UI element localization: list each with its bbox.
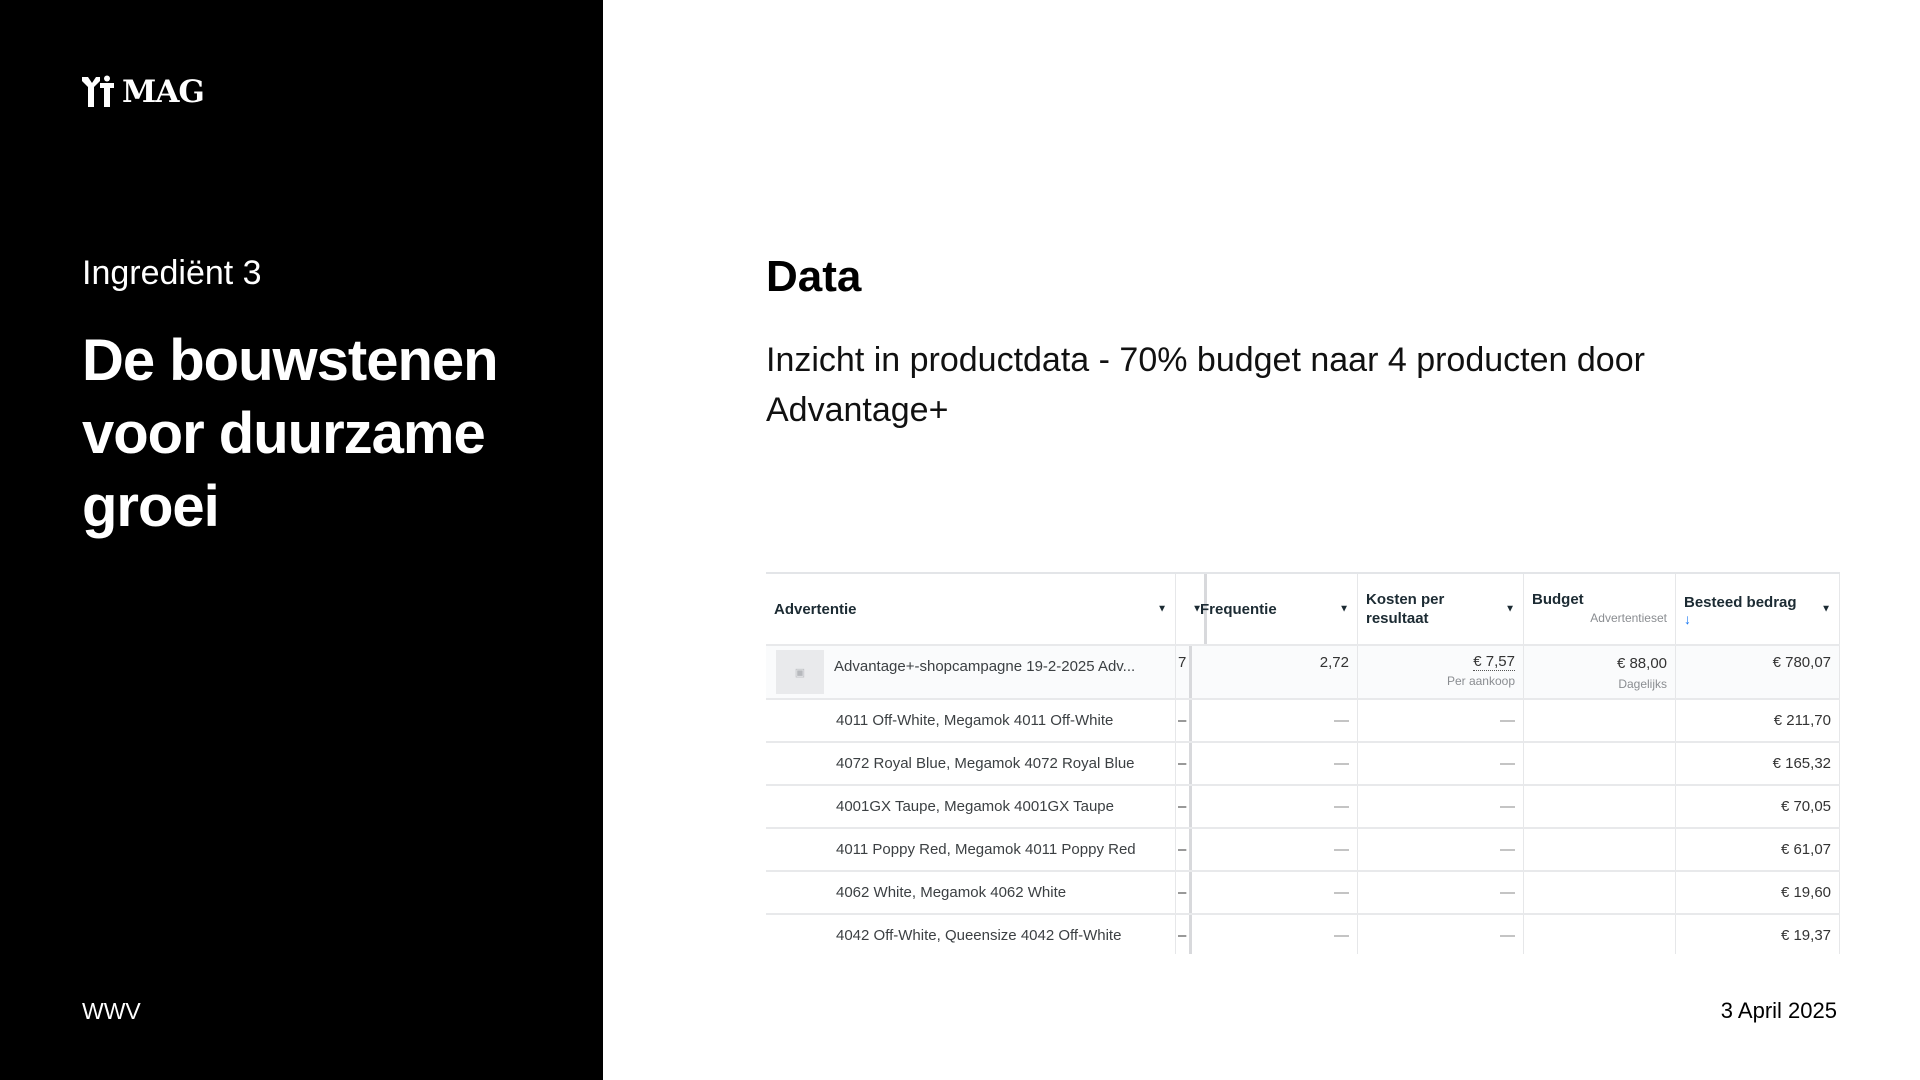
cost-per-result-cell: — bbox=[1358, 700, 1524, 741]
footer-left-text: WWV bbox=[82, 998, 141, 1024]
frequency-cell: — bbox=[1192, 743, 1358, 784]
page-subtitle: Inzicht in productdata - 70% budget naar 4 producten door Advantage+ bbox=[766, 341, 1645, 429]
cost-per-result-cell: — bbox=[1358, 915, 1524, 954]
table-row[interactable] bbox=[766, 786, 1840, 829]
ad-name-cell[interactable]: 4072 Royal Blue, Megamok 4072 Royal Blue bbox=[766, 743, 1176, 784]
ad-name-cell[interactable]: 4011 Poppy Red, Megamok 4011 Poppy Red bbox=[766, 829, 1176, 870]
column-header-frequency[interactable] bbox=[1192, 574, 1358, 644]
spent-cell: € 780,07 bbox=[1676, 646, 1840, 698]
table-row[interactable] bbox=[766, 743, 1840, 786]
image-thumbnail-icon: ▣ bbox=[776, 650, 824, 694]
page-title: Data bbox=[766, 252, 862, 301]
column-header-frequency-label: Frequentie bbox=[1200, 600, 1277, 618]
budget-cell bbox=[1524, 872, 1676, 913]
ad-name-cell[interactable]: 4062 White, Megamok 4062 White bbox=[766, 872, 1176, 913]
ad-name-cell[interactable]: 4042 Off-White, Queensize 4042 Off-White bbox=[766, 915, 1176, 954]
caret-down-icon[interactable]: ▼ bbox=[1339, 603, 1349, 615]
logo-text: MAG bbox=[122, 74, 204, 110]
caret-down-icon[interactable]: ▼ bbox=[1192, 603, 1202, 615]
spent-cell: € 61,07 bbox=[1676, 829, 1840, 870]
column-header-budget-sub: Advertentieset bbox=[1590, 611, 1667, 625]
ad-name-cell[interactable]: 4011 Off-White, Megamok 4011 Off-White bbox=[766, 700, 1176, 741]
column-header-budget-label: Budget bbox=[1532, 591, 1584, 608]
column-header-ad-label: Advertentie bbox=[774, 600, 857, 618]
budget-cell bbox=[1524, 700, 1676, 741]
spent-cell: € 19,60 bbox=[1676, 872, 1840, 913]
frequency-cell: 2,72 bbox=[1192, 646, 1358, 698]
table-body bbox=[766, 700, 1840, 954]
caret-down-icon[interactable]: ▼ bbox=[1505, 603, 1515, 615]
narrow-cell: – bbox=[1176, 743, 1192, 784]
frequency-cell: — bbox=[1192, 915, 1358, 954]
narrow-cell: – bbox=[1176, 872, 1192, 913]
budget-cell bbox=[1524, 829, 1676, 870]
table-row[interactable] bbox=[766, 829, 1840, 872]
ad-name-cell[interactable] bbox=[766, 646, 1176, 698]
ads-table bbox=[766, 572, 1840, 954]
table-row[interactable] bbox=[766, 700, 1840, 743]
column-header-cost-label: Kosten per resultaat bbox=[1366, 591, 1445, 627]
cost-per-result-sub: Per aankoop bbox=[1446, 674, 1515, 688]
cost-per-result-cell: — bbox=[1358, 829, 1524, 870]
budget-sub: Dagelijks bbox=[1618, 677, 1667, 691]
column-header-ad[interactable] bbox=[766, 574, 1176, 644]
footer-date: 3 April 2025 bbox=[1720, 998, 1837, 1023]
spent-cell: € 165,32 bbox=[1676, 743, 1840, 784]
cost-per-result-cell: — bbox=[1358, 872, 1524, 913]
narrow-cell: – bbox=[1176, 915, 1192, 954]
cost-per-result-value: € 7,57 bbox=[1473, 653, 1515, 670]
frequency-cell: — bbox=[1192, 700, 1358, 741]
ad-name-cell[interactable]: 4001GX Taupe, Megamok 4001GX Taupe bbox=[766, 786, 1176, 827]
narrow-cell: 7 bbox=[1176, 646, 1192, 698]
caret-down-icon[interactable]: ▼ bbox=[1821, 603, 1831, 615]
narrow-cell: – bbox=[1176, 786, 1192, 827]
sidebar-headline: De bouwstenen voor duurzame groei bbox=[82, 328, 498, 539]
spent-cell: € 19,37 bbox=[1676, 915, 1840, 954]
section-kicker: Ingrediënt 3 bbox=[82, 254, 262, 292]
sidebar-panel bbox=[0, 0, 603, 1080]
budget-cell bbox=[1524, 915, 1676, 954]
brand-logo bbox=[80, 74, 204, 110]
table-row-campaign[interactable] bbox=[766, 646, 1840, 700]
table-header-row bbox=[766, 574, 1840, 646]
column-header-spent[interactable] bbox=[1676, 574, 1840, 644]
narrow-cell: – bbox=[1176, 829, 1192, 870]
frequency-cell: — bbox=[1192, 872, 1358, 913]
budget-value: € 88,00 bbox=[1616, 655, 1667, 672]
budget-cell bbox=[1524, 786, 1676, 827]
column-header-budget[interactable] bbox=[1524, 574, 1676, 644]
frequency-cell: — bbox=[1192, 786, 1358, 827]
spent-cell: € 70,05 bbox=[1676, 786, 1840, 827]
mag-logo-icon bbox=[80, 75, 116, 109]
budget-cell bbox=[1524, 646, 1676, 698]
table-row[interactable] bbox=[766, 915, 1840, 954]
cost-per-result-cell: — bbox=[1358, 743, 1524, 784]
caret-down-icon[interactable]: ▼ bbox=[1157, 603, 1167, 615]
narrow-cell: – bbox=[1176, 700, 1192, 741]
cost-per-result-cell: — bbox=[1358, 786, 1524, 827]
table-row[interactable] bbox=[766, 872, 1840, 915]
column-header-cost-per-result[interactable] bbox=[1358, 574, 1524, 644]
ad-name[interactable]: Advantage+-shopcampagne 19-2-2025 Adv... bbox=[834, 658, 1136, 675]
arrow-down-icon[interactable]: ↓ bbox=[1684, 610, 1691, 627]
cost-per-result-cell bbox=[1358, 646, 1524, 698]
spent-cell: € 211,70 bbox=[1676, 700, 1840, 741]
column-header-spent-label: Besteed bedrag bbox=[1684, 593, 1797, 611]
budget-cell bbox=[1524, 743, 1676, 784]
frequency-cell: — bbox=[1192, 829, 1358, 870]
